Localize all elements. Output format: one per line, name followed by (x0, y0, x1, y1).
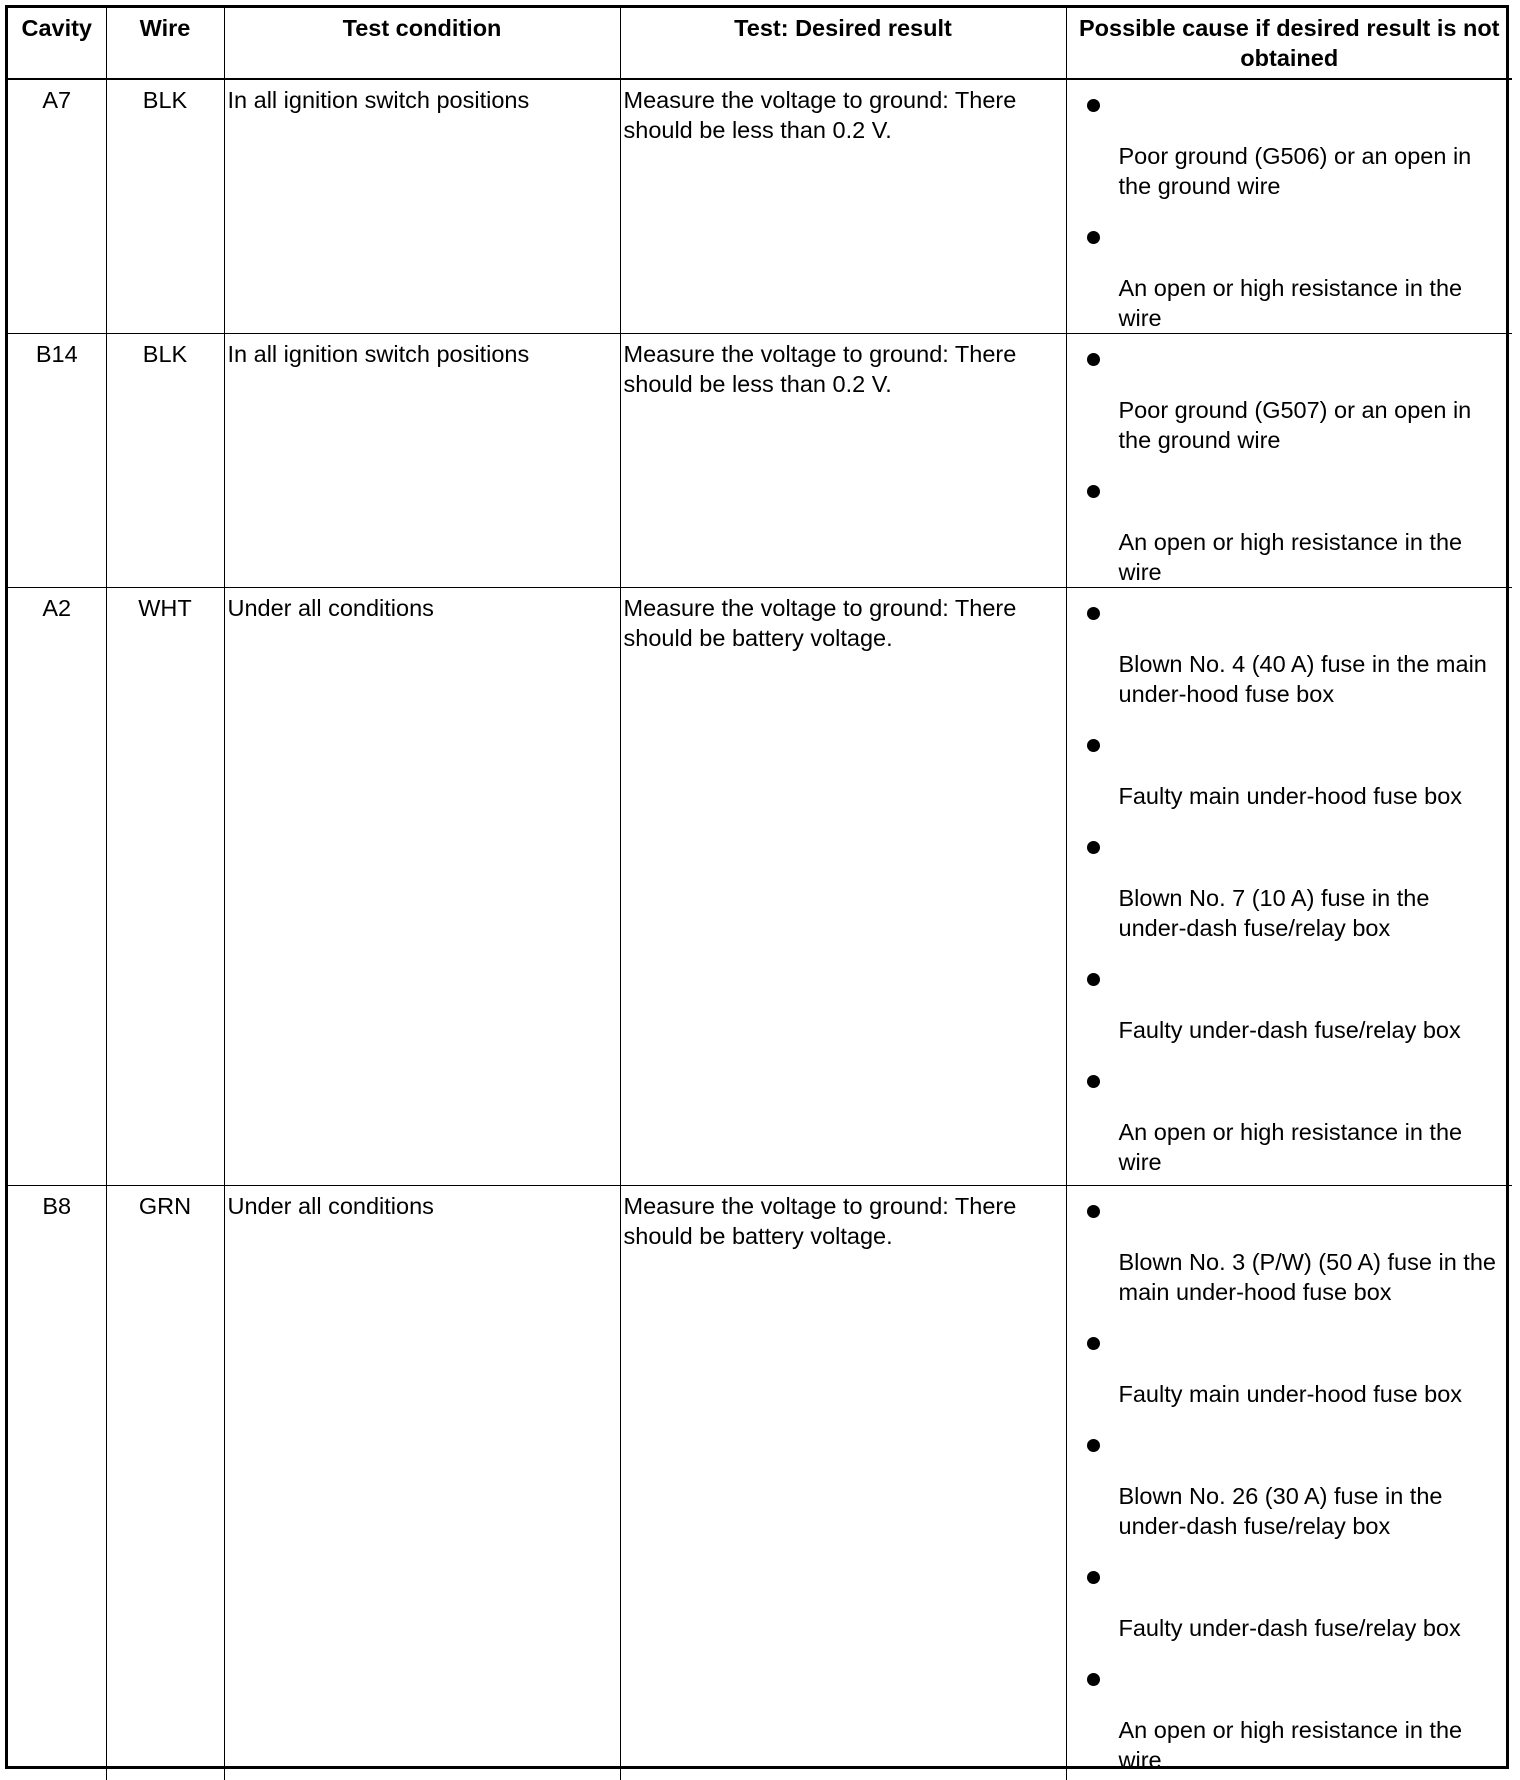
cause-text: Poor ground (G507) or an open in the ground wire (1118, 397, 1472, 453)
cause-text: Blown No. 26 (30 A) fuse in the under-dash fuse/relay box (1118, 1483, 1443, 1539)
cell-cavity: A7 (8, 79, 106, 334)
bullet-icon (1087, 1075, 1100, 1088)
cell-cavity: B14 (8, 334, 106, 588)
cause-item (1067, 339, 1513, 455)
cause-text: Blown No. 4 (40 A) fuse in the main under-hood fuse box (1118, 651, 1487, 707)
cause-item (1067, 1557, 1513, 1643)
cell-possible-causes (1066, 334, 1512, 588)
bullet-icon (1087, 841, 1100, 854)
cause-item (1067, 959, 1513, 1045)
header-test-condition: Test condition (224, 8, 620, 79)
cell-desired-result: Measure the voltage to ground: There should be less than 0.2 V. (620, 334, 1066, 588)
cell-wire: BLK (106, 79, 224, 334)
cause-item (1067, 1061, 1513, 1177)
cell-wire: BLK (106, 334, 224, 588)
cause-item (1067, 827, 1513, 943)
bullet-icon (1087, 99, 1100, 112)
bullet-icon (1087, 231, 1100, 244)
cause-text: Faulty main under-hood fuse box (1118, 783, 1463, 809)
bullet-icon (1087, 607, 1100, 620)
header-wire: Wire (106, 8, 224, 79)
table-row (8, 334, 1512, 588)
cell-test-condition: Under all conditions (224, 588, 620, 1186)
cause-text: Faulty under-dash fuse/relay box (1118, 1615, 1461, 1641)
cell-possible-causes (1066, 79, 1512, 334)
cause-text: Faulty main under-hood fuse box (1118, 1381, 1463, 1407)
cell-possible-causes (1066, 1186, 1512, 1780)
cause-text: An open or high resistance in the wire (1118, 529, 1463, 585)
cause-item (1067, 1659, 1513, 1775)
cell-cavity: A2 (8, 588, 106, 1186)
cell-wire: GRN (106, 1186, 224, 1780)
cell-test-condition: In all ignition switch positions (224, 79, 620, 334)
cell-cavity: B8 (8, 1186, 106, 1780)
cell-desired-result: Measure the voltage to ground: There should be battery voltage. (620, 588, 1066, 1186)
cause-item (1067, 217, 1513, 333)
table-row (8, 588, 1512, 1186)
bullet-icon (1087, 739, 1100, 752)
cause-text: Blown No. 7 (10 A) fuse in the under-dash fuse/relay box (1118, 885, 1430, 941)
cell-wire: WHT (106, 588, 224, 1186)
header-row (8, 8, 1512, 79)
header-desired-result: Test: Desired result (620, 8, 1066, 79)
header-cavity: Cavity (8, 8, 106, 79)
cause-text: Faulty under-dash fuse/relay box (1118, 1017, 1461, 1043)
cell-desired-result: Measure the voltage to ground: There should be less than 0.2 V. (620, 79, 1066, 334)
bullet-icon (1087, 353, 1100, 366)
cause-text: Poor ground (G506) or an open in the ground wire (1118, 143, 1472, 199)
bullet-icon (1087, 1439, 1100, 1452)
bullet-icon (1087, 1571, 1100, 1584)
bullet-icon (1087, 1205, 1100, 1218)
bullet-icon (1087, 1673, 1100, 1686)
cell-test-condition: In all ignition switch positions (224, 334, 620, 588)
cause-text: An open or high resistance in the wire (1118, 1119, 1463, 1175)
cause-item (1067, 1191, 1513, 1307)
table-body (8, 79, 1512, 1780)
table-row (8, 79, 1512, 334)
bullet-icon (1087, 485, 1100, 498)
cause-item (1067, 85, 1513, 201)
cell-test-condition: Under all conditions (224, 1186, 620, 1780)
connector-test-table (8, 8, 1512, 1780)
table-row (8, 1186, 1512, 1780)
cause-item (1067, 1425, 1513, 1541)
cell-possible-causes (1066, 588, 1512, 1186)
cause-item (1067, 471, 1513, 587)
cause-text: An open or high resistance in the wire (1118, 1717, 1463, 1773)
cause-text: An open or high resistance in the wire (1118, 275, 1463, 331)
cell-desired-result: Measure the voltage to ground: There should be battery voltage. (620, 1186, 1066, 1780)
diagnostic-table-frame (5, 5, 1509, 1773)
bullet-icon (1087, 973, 1100, 986)
cause-item (1067, 1323, 1513, 1409)
cause-item (1067, 593, 1513, 709)
cause-item (1067, 725, 1513, 811)
cause-text: Blown No. 3 (P/W) (50 A) fuse in the main under-hood fuse box (1118, 1249, 1496, 1305)
bullet-icon (1087, 1337, 1100, 1350)
header-possible-cause: Possible cause if desired result is not obtained (1066, 8, 1512, 79)
